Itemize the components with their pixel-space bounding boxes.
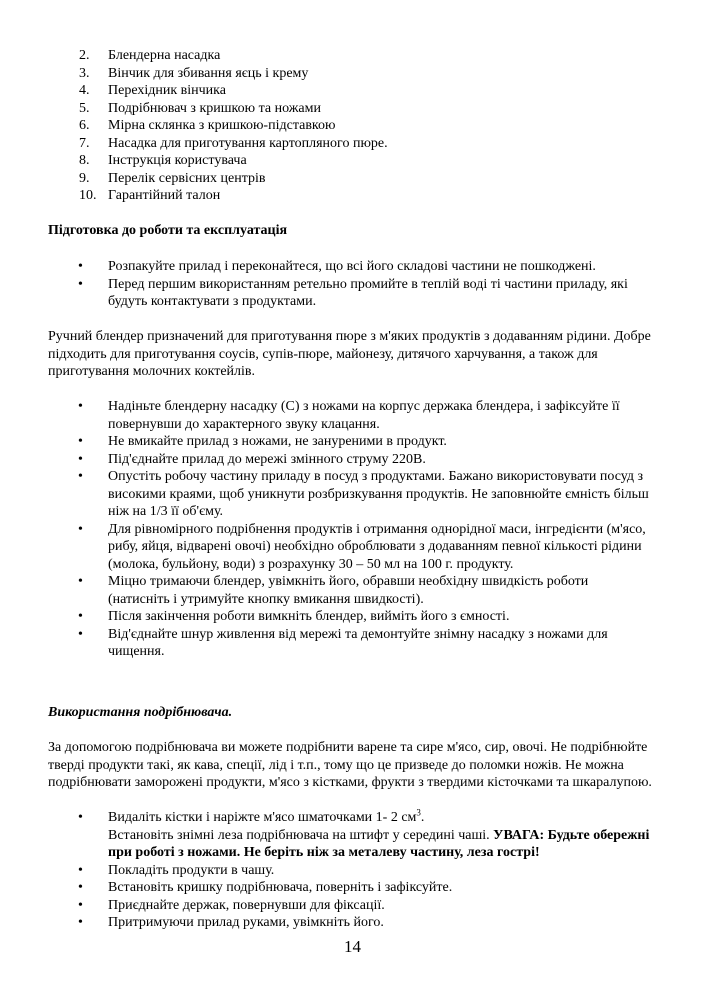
section-heading-chopper: Використання подрібнювача. [48,705,233,720]
item-text: Перелік сервісних центрів [108,170,266,186]
item-text: Перехідник вінчика [108,83,226,98]
item-number: 7. [79,135,90,151]
bullet-icon: • [78,609,83,624]
usage-bullet-list [0,398,705,661]
bullet-item [0,258,653,276]
bullet-item [0,398,653,433]
bullet-text: Встановіть кришку подрібнювача, поверніть і зафіксуйте. [108,880,453,895]
bullet-text: Розпакуйте прилад і переконайтеся, що всі його складові частини не пошкоджені. [108,259,596,274]
install-blades-text: Встановіть знімні леза подрібнювача на штифт у середині чаші. [108,827,494,843]
bullet-text: Не вмикайте прилад з ножами, не зануреними в продукт. [108,434,447,449]
bullet-text: Перед першим використанням ретельно промийте в теплій воді ті частини приладу, які будуть контактувати з продуктами. [108,276,628,309]
item-text: Вінчик для збивання яєць і крему [108,65,309,81]
bullet-item [0,451,653,469]
item-number: 5. [79,100,90,116]
bullet-icon: • [78,915,83,930]
bullet-icon: • [78,521,83,537]
section-heading-preparation: Підготовка до роботи та експлуатація [48,223,288,238]
bullet-text: Надіньте блендерну насадку (С) з ножами на корпус держака блендера, і зафіксуйте її повернувши до характерного звуку клацання. [108,399,620,432]
warning-text: УВАГА: Будьте обережні при роботі з ножами. Не беріть ніж за металеву частину, леза гострі! [108,827,650,860]
bullet-text: Після закінчення роботи вимкніть блендер, вийміть його з ємності. [108,609,510,624]
bullet-icon: • [78,434,83,449]
chopper-bullet-list [0,809,705,932]
bullet-icon: • [78,276,83,292]
list-item [0,135,705,153]
bullet-text: Від'єднайте шнур живлення від мережі та демонтуйте знімну насадку з ножами для чищення. [108,626,608,659]
item-number: 10. [79,188,97,203]
bullet-item [0,897,653,915]
bullet-icon: • [78,574,83,589]
bullet-icon: • [78,259,83,274]
item-text: Мірна склянка з кришкою-підставкою [108,118,336,133]
cubic-superscript: 3 [416,807,421,818]
bullet-item [0,433,653,451]
item-text: Інструкція користувача [108,153,247,168]
bullet-icon: • [78,880,83,895]
bullet-text: Під'єднайте прилад до мережі змінного струму 220В. [108,451,426,467]
contents-list [0,47,705,205]
bullet-item [0,573,653,608]
item-number: 9. [79,170,90,186]
bullet-item [0,276,653,311]
bullet-text [108,809,653,827]
bullet-text: Покладіть продукти в чашу. [108,862,275,878]
blender-description-paragraph: Ручний блендер призначений для приготування пюре з м'яких продуктів з додаванням рідини. Добре підходить для приготування соусів, супів-пюре, майонезу, дитячого харчування, а також для приготування молочних коктейлів. [48,329,651,379]
bullet-item [0,914,653,932]
bullet-text: Приєднайте держак, повернувши для фіксації. [108,897,385,913]
bullet-text: Опустіть робочу частину приладу в посуд з продуктами. Бажано використовувати посуд з високими краями, щоб уникнути розбризкування продуктів. Не заповнюйте ємність більш ніж на 1/3 її об'єму. [108,469,649,519]
item-number: 6. [79,118,90,133]
bullet-icon: • [78,399,83,414]
list-item [0,187,705,205]
bullet-item [0,521,653,574]
item-text: Блендерна насадка [108,48,221,63]
bullet-icon: • [78,451,83,467]
bullet-continuation [108,827,653,862]
list-item [0,117,705,135]
bullet-text: Притримуючи прилад руками, увімкніть його. [108,915,384,930]
bullet-icon: • [78,626,83,642]
item-text: Насадка для приготування картопляного пюре. [108,135,388,151]
bullet-item [0,862,653,880]
item-number: 4. [79,83,90,98]
item-text: Гарантійний талон [108,188,221,203]
cut-meat-text: Видаліть кістки і наріжте м'ясо шматочками 1- 2 см [108,810,417,825]
bullet-item [0,608,653,626]
list-item [0,100,705,118]
bullet-item [0,626,653,661]
bullet-item [0,809,653,862]
list-item [0,47,705,65]
list-item [0,82,705,100]
list-item [0,170,705,188]
list-item [0,152,705,170]
page-number: 14 [344,937,361,956]
list-item [0,65,705,83]
preparation-bullet-list [0,258,705,311]
item-number: 3. [79,65,90,81]
item-number: 8. [79,153,90,168]
chopper-description-paragraph: За допомогою подрібнювача ви можете подрібнити варене та сире м'ясо, сир, овочі. Не подрібнюйте тверді продукти такі, як кава, спеції, лід і т.п., тому що це призведе до поломки ножів. Не можна подрібнювати заморожені продукти, м'ясо з кістками, фрукти з твердими кісточками та шкаралупою. [48,740,652,790]
bullet-text: Міцно тримаючи блендер, увімкніть його, обравши необхідну швидкість роботи (натисніть і утримуйте кнопку вмикання швидкості). [108,574,589,607]
bullet-icon: • [78,469,83,484]
bullet-icon: • [78,897,83,913]
bullet-text: Для рівномірного подрібнення продуктів і отримання однорідної маси, інгредієнти (м'ясо, рибу, яйця, відварені овочі) необхідно оброблювати з додаванням певної кількості рідини (молока, бульйону, води) з розрахунку 30 – 50 мл на 100 г. продукту. [108,521,646,572]
bullet-icon: • [78,862,83,878]
item-number: 2. [79,48,90,63]
bullet-item [0,468,653,521]
bullet-item [0,879,653,897]
item-text: Подрібнювач з кришкою та ножами [108,100,321,116]
bullet-icon: • [78,810,83,825]
sentence-end: . [420,810,425,825]
